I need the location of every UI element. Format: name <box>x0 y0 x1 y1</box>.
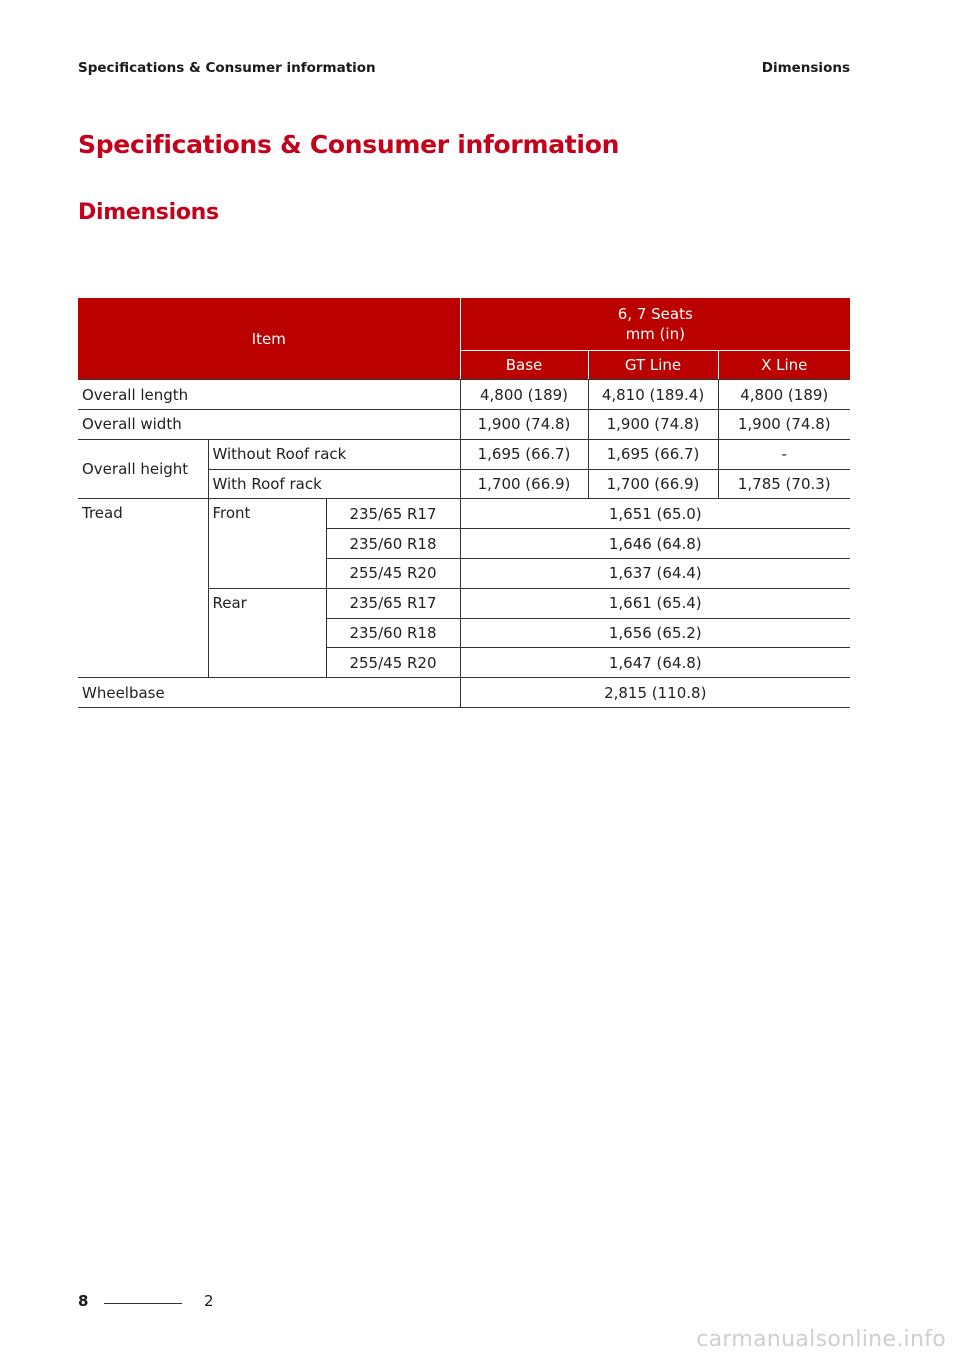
row-label: Overall width <box>78 410 460 440</box>
seats-header <box>460 298 850 350</box>
row-sublabel: Without Roof rack <box>208 439 460 469</box>
table-cell: 1,695 (66.7) <box>588 439 718 469</box>
col-header-x-line: X Line <box>718 350 850 380</box>
section-title: Dimensions <box>78 200 219 225</box>
table-cell: 1,637 (64.4) <box>460 559 850 589</box>
row-label: Overall height <box>78 439 208 499</box>
table-cell: 1,646 (64.8) <box>460 529 850 559</box>
col-header-base: Base <box>460 350 588 380</box>
row-sublabel: With Roof rack <box>208 469 460 499</box>
row-sublabel: Front <box>208 499 326 588</box>
table-cell: 1,900 (74.8) <box>460 410 588 440</box>
running-head-section: Specifications & Consumer information <box>78 60 376 76</box>
table-row <box>78 499 850 529</box>
col-header-gt-line: GT Line <box>588 350 718 380</box>
page-footer <box>78 1292 278 1316</box>
table-row <box>78 380 850 410</box>
row-label: Tread <box>78 499 208 678</box>
table-row <box>78 678 850 708</box>
table-cell: 4,800 (189) <box>718 380 850 410</box>
footer-divider <box>104 1303 182 1304</box>
table-cell: 1,695 (66.7) <box>460 439 588 469</box>
running-head <box>78 60 850 80</box>
table-cell: 1,656 (65.2) <box>460 618 850 648</box>
tire-size: 235/65 R17 <box>326 499 460 529</box>
row-sublabel: Rear <box>208 588 326 677</box>
table-cell: 1,661 (65.4) <box>460 588 850 618</box>
row-label: Overall length <box>78 380 460 410</box>
table-cell: - <box>718 439 850 469</box>
table-row <box>78 439 850 469</box>
table-cell: 1,700 (66.9) <box>588 469 718 499</box>
table-cell: 1,700 (66.9) <box>460 469 588 499</box>
tire-size: 235/60 R18 <box>326 529 460 559</box>
table-cell: 4,810 (189.4) <box>588 380 718 410</box>
table-cell: 1,647 (64.8) <box>460 648 850 678</box>
seats-header-unit: mm (in) <box>625 324 685 343</box>
table-cell: 1,900 (74.8) <box>718 410 850 440</box>
seats-header-line1: 6, 7 Seats <box>617 304 693 323</box>
table-cell: 1,785 (70.3) <box>718 469 850 499</box>
table-cell: 4,800 (189) <box>460 380 588 410</box>
dimensions-table <box>78 298 850 708</box>
row-label: Wheelbase <box>78 678 460 708</box>
page-number: 2 <box>204 1292 214 1310</box>
tire-size: 255/45 R20 <box>326 648 460 678</box>
tire-size: 255/45 R20 <box>326 559 460 589</box>
watermark: carmanualsonline.info <box>696 1327 946 1352</box>
chapter-number: 8 <box>78 1292 89 1310</box>
running-head-topic: Dimensions <box>761 60 850 76</box>
table-cell: 2,815 (110.8) <box>460 678 850 708</box>
tire-size: 235/60 R18 <box>326 618 460 648</box>
table-row <box>78 410 850 440</box>
table-cell: 1,651 (65.0) <box>460 499 850 529</box>
table-cell: 1,900 (74.8) <box>588 410 718 440</box>
tire-size: 235/65 R17 <box>326 588 460 618</box>
page-title: Specifications & Consumer information <box>78 130 620 159</box>
item-header: Item <box>78 298 460 380</box>
